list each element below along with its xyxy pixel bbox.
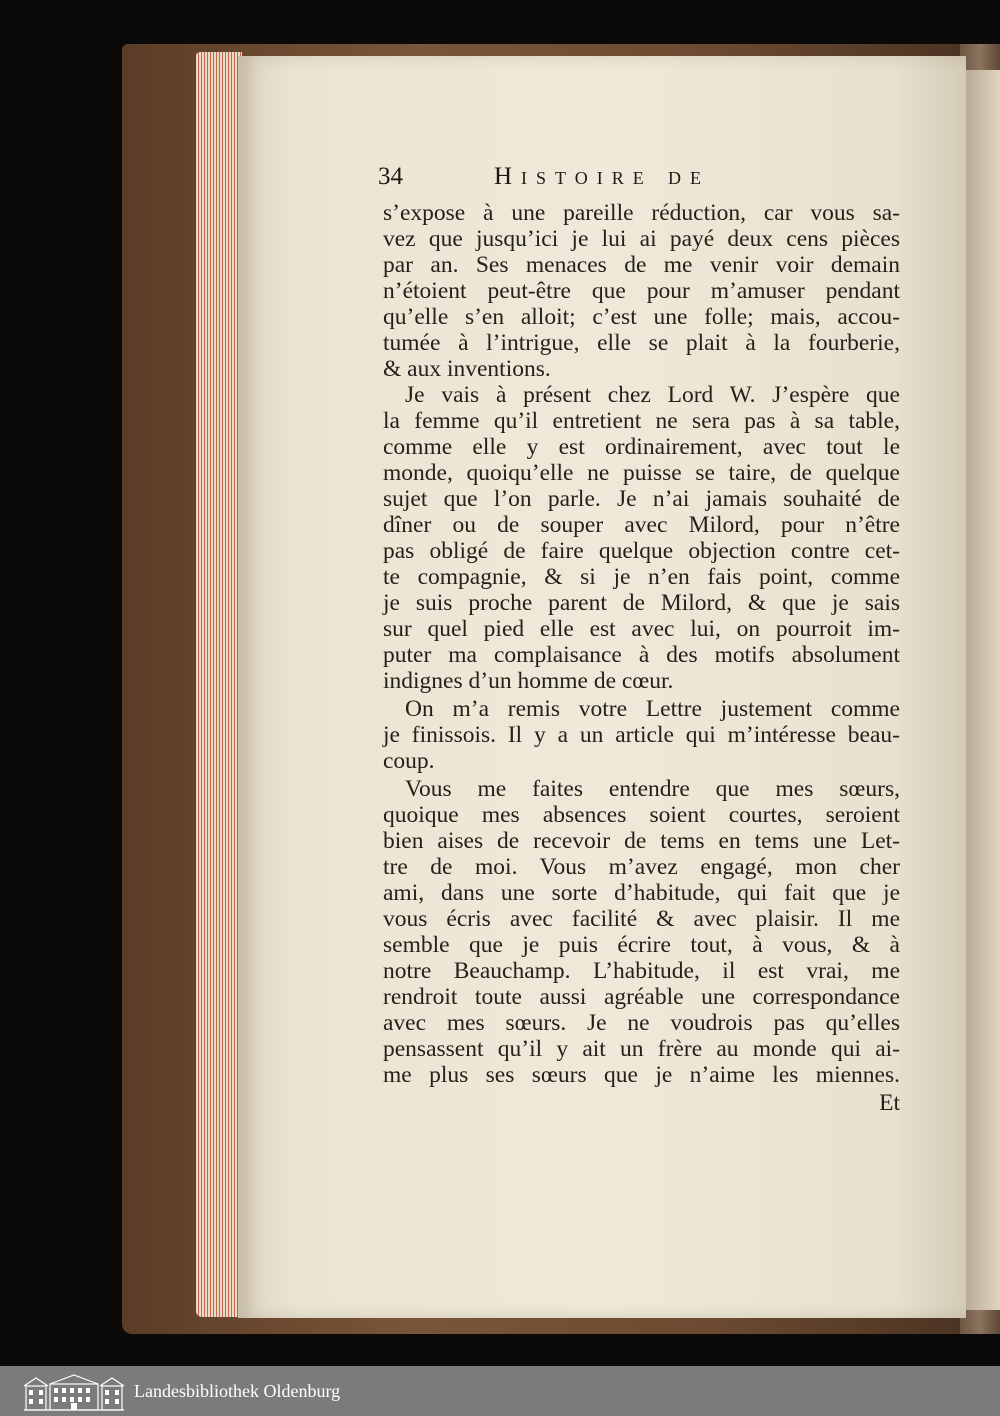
text-line: sur quel pied elle est avec lui, on pourroit im- xyxy=(383,616,900,642)
text-line: bien aises de recevoir de tems en tems une Let- xyxy=(383,828,900,854)
text-line: qu’elle s’en alloit; c’est une folle; mais, accou- xyxy=(383,304,900,330)
text-line: Je vais à présent chez Lord W. J’espère que xyxy=(405,382,900,408)
text-line: On m’a remis votre Lettre justement comme xyxy=(405,696,900,722)
text-line: Vous me faites entendre que mes sœurs, xyxy=(405,776,900,802)
text-line: pas obligé de faire quelque objection contre cet- xyxy=(383,538,900,564)
text-line: par an. Ses menaces de me venir voir demain xyxy=(383,252,900,278)
text-line: notre Beauchamp. L’habitude, il est vrai, me xyxy=(383,958,900,984)
text-line: tre de moi. Vous m’avez engagé, mon cher xyxy=(383,854,900,880)
text-line: s’expose à une pareille réduction, car vous sa- xyxy=(383,200,900,226)
text-line: coup. xyxy=(383,748,435,774)
library-building-icon xyxy=(22,1372,126,1412)
text-line: la femme qu’il entretient ne sera pas à sa table, xyxy=(383,408,900,434)
text-line: quoique mes absences soient courtes, seroient xyxy=(383,802,900,828)
page-number: 34 xyxy=(378,163,403,190)
text-line: je suis proche parent de Milord, & que je sais xyxy=(383,590,900,616)
text-line: me plus ses sœurs que je n’aime les miennes. xyxy=(383,1062,900,1088)
library-name: Landesbibliothek Oldenburg xyxy=(134,1381,341,1401)
facing-page-edge xyxy=(964,70,1000,1310)
text-line: tumée à l’intrigue, elle se plait à la fourberie, xyxy=(383,330,900,356)
catchword: Et xyxy=(879,1090,900,1116)
text-line: vous écris avec facilité & avec plaisir. Il me xyxy=(383,906,900,932)
text-line: & aux inventions. xyxy=(383,356,551,382)
text-line: monde, quoiqu’elle ne puisse se taire, de quelque xyxy=(383,460,900,486)
text-line: ami, dans une sorte d’habitude, qui fait que je xyxy=(383,880,900,906)
text-line: te compagnie, & si je n’en fais point, comme xyxy=(383,564,900,590)
text-line: pensassent qu’il y ait un frère au monde qui ai- xyxy=(383,1036,900,1062)
page-edges xyxy=(196,52,242,1317)
text-line: je finissois. Il y a un article qui m’intéresse beau- xyxy=(383,722,900,748)
text-line: n’étoient peut-être que pour m’amuser pendant xyxy=(383,278,900,304)
text-line: indignes d’un homme de cœur. xyxy=(383,668,674,694)
text-line: vez que jusqu’ici je lui ai payé deux cens pièces xyxy=(383,226,900,252)
running-title: Histoire de xyxy=(494,163,710,190)
text-line: semble que je puis écrire tout, à vous, & à xyxy=(383,932,900,958)
text-line: avec mes sœurs. Je ne voudrois pas qu’elles xyxy=(383,1010,900,1036)
text-line: comme elle y est ordinairement, avec tout le xyxy=(383,434,900,460)
text-line: sujet que l’on parle. Je n’ai jamais souhaité de xyxy=(383,486,900,512)
page-header xyxy=(378,162,878,192)
library-footer xyxy=(0,1366,1000,1416)
text-line: rendroit toute aussi agréable une correspondance xyxy=(383,984,900,1010)
text-line: puter ma complaisance à des motifs absolument xyxy=(383,642,900,668)
text-line: dîner ou de souper avec Milord, pour n’être xyxy=(383,512,900,538)
